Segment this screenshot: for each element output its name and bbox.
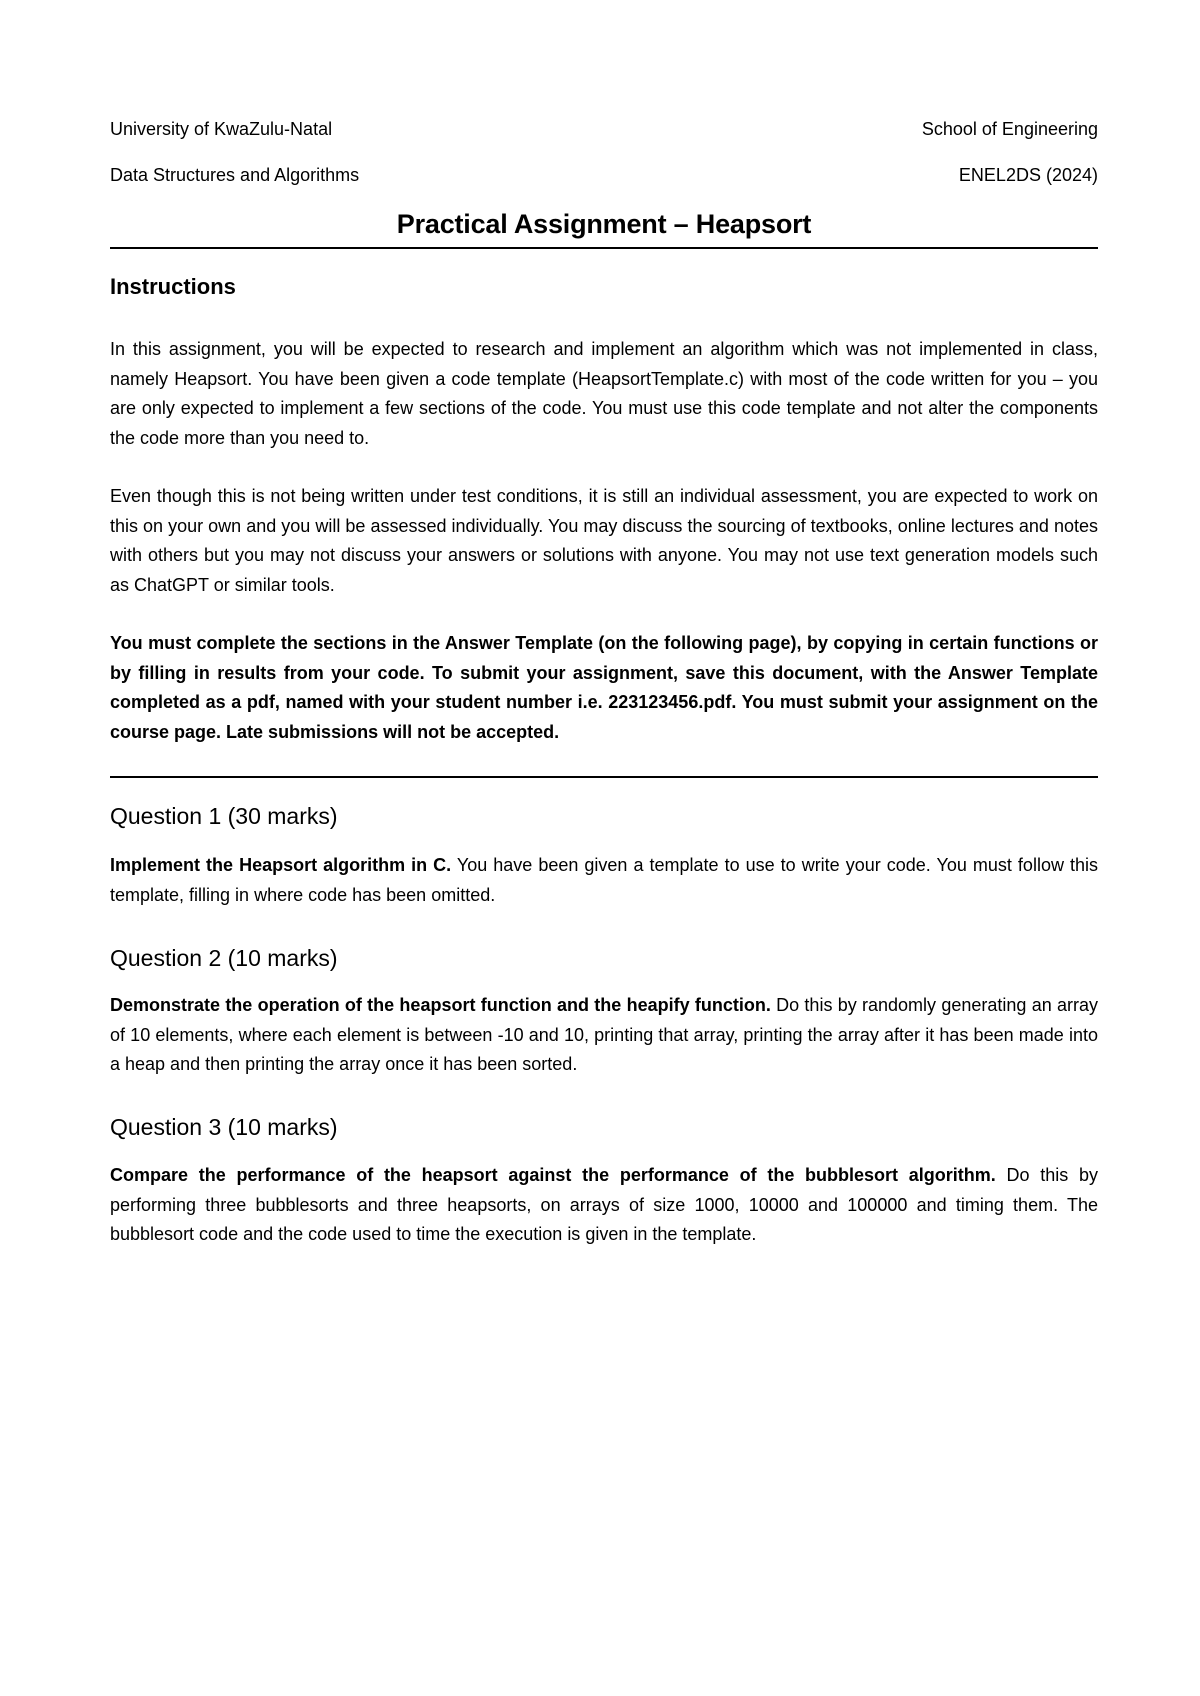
- instructions-paragraph-3: You must complete the sections in the Answer Template (on the following page), by copying in certain functions or by filling in results from your code. To submit your assignment, save this document, with the Answer Template completed as a pdf, named with your student number i.e. 223123456.pdf. You must submit your assignment on the course page. Late submissions will not be accepted.: [110, 633, 1098, 742]
- question-3-text: [110, 1161, 1098, 1250]
- section-divider: [110, 776, 1098, 778]
- question-1-heading: Question 1 (30 marks): [110, 803, 338, 829]
- question-2-text: [110, 991, 1098, 1080]
- instructions-heading: Instructions: [110, 274, 236, 299]
- question-2-heading: Question 2 (10 marks): [110, 945, 338, 971]
- course-name: Data Structures and Algorithms: [110, 165, 360, 185]
- question-1-lead: Implement the Heapsort algorithm in C.: [110, 855, 452, 875]
- instructions-paragraph-1: In this assignment, you will be expected to research and implement an algorithm which was not implemented in class, namely Heapsort. You have been given a code template (HeapsortTemplate.c) with most of the code written for you – you are only expected to implement a few sections of the code. You must use this code template and not alter the components the code more than you need to.: [110, 339, 1098, 448]
- school-name: School of Engineering: [921, 119, 1098, 139]
- question-2-body: Do this by randomly generating an array of 10 elements, where each element is between -10 and 10, printing that array, printing the array after it has been made into a heap and then printing the array once it has been sorted.: [110, 995, 1099, 1074]
- document-title: Practical Assignment – Heapsort: [396, 209, 812, 239]
- question-2-lead: Demonstrate the operation of the heapsort function and the heapify function.: [110, 995, 771, 1015]
- title-divider: [110, 247, 1098, 249]
- header-row-institution: [110, 117, 1098, 141]
- question-3-heading: Question 3 (10 marks): [110, 1114, 338, 1140]
- university-name: University of KwaZulu-Natal: [110, 119, 333, 139]
- question-1-body: You have been given a template to use to write your code. You must follow this template, filling in where code has been omitted.: [110, 855, 1098, 905]
- question-3-body: Do this by performing three bubblesorts and three heapsorts, on arrays of size 1000, 10000 and 100000 and timing them. The bubblesort code and the code used to time the execution is given in the template.: [110, 1165, 1098, 1244]
- question-3-lead: Compare the performance of the heapsort against the performance of the bubblesort algorithm.: [110, 1165, 996, 1185]
- document-page: [110, 0, 1098, 1696]
- instructions-paragraph-2: Even though this is not being written under test conditions, it is still an individual assessment, you are expected to work on this on your own and you will be assessed individually. You may discuss the sourcing of textbooks, online lectures and notes with others but you may not discuss your answers or solutions with anyone. You may not use text generation models such as ChatGPT or similar tools.: [110, 486, 1098, 595]
- header-row-course: [110, 163, 1098, 187]
- question-1-text: [110, 851, 1098, 910]
- course-code: ENEL2DS (2024): [958, 165, 1098, 185]
